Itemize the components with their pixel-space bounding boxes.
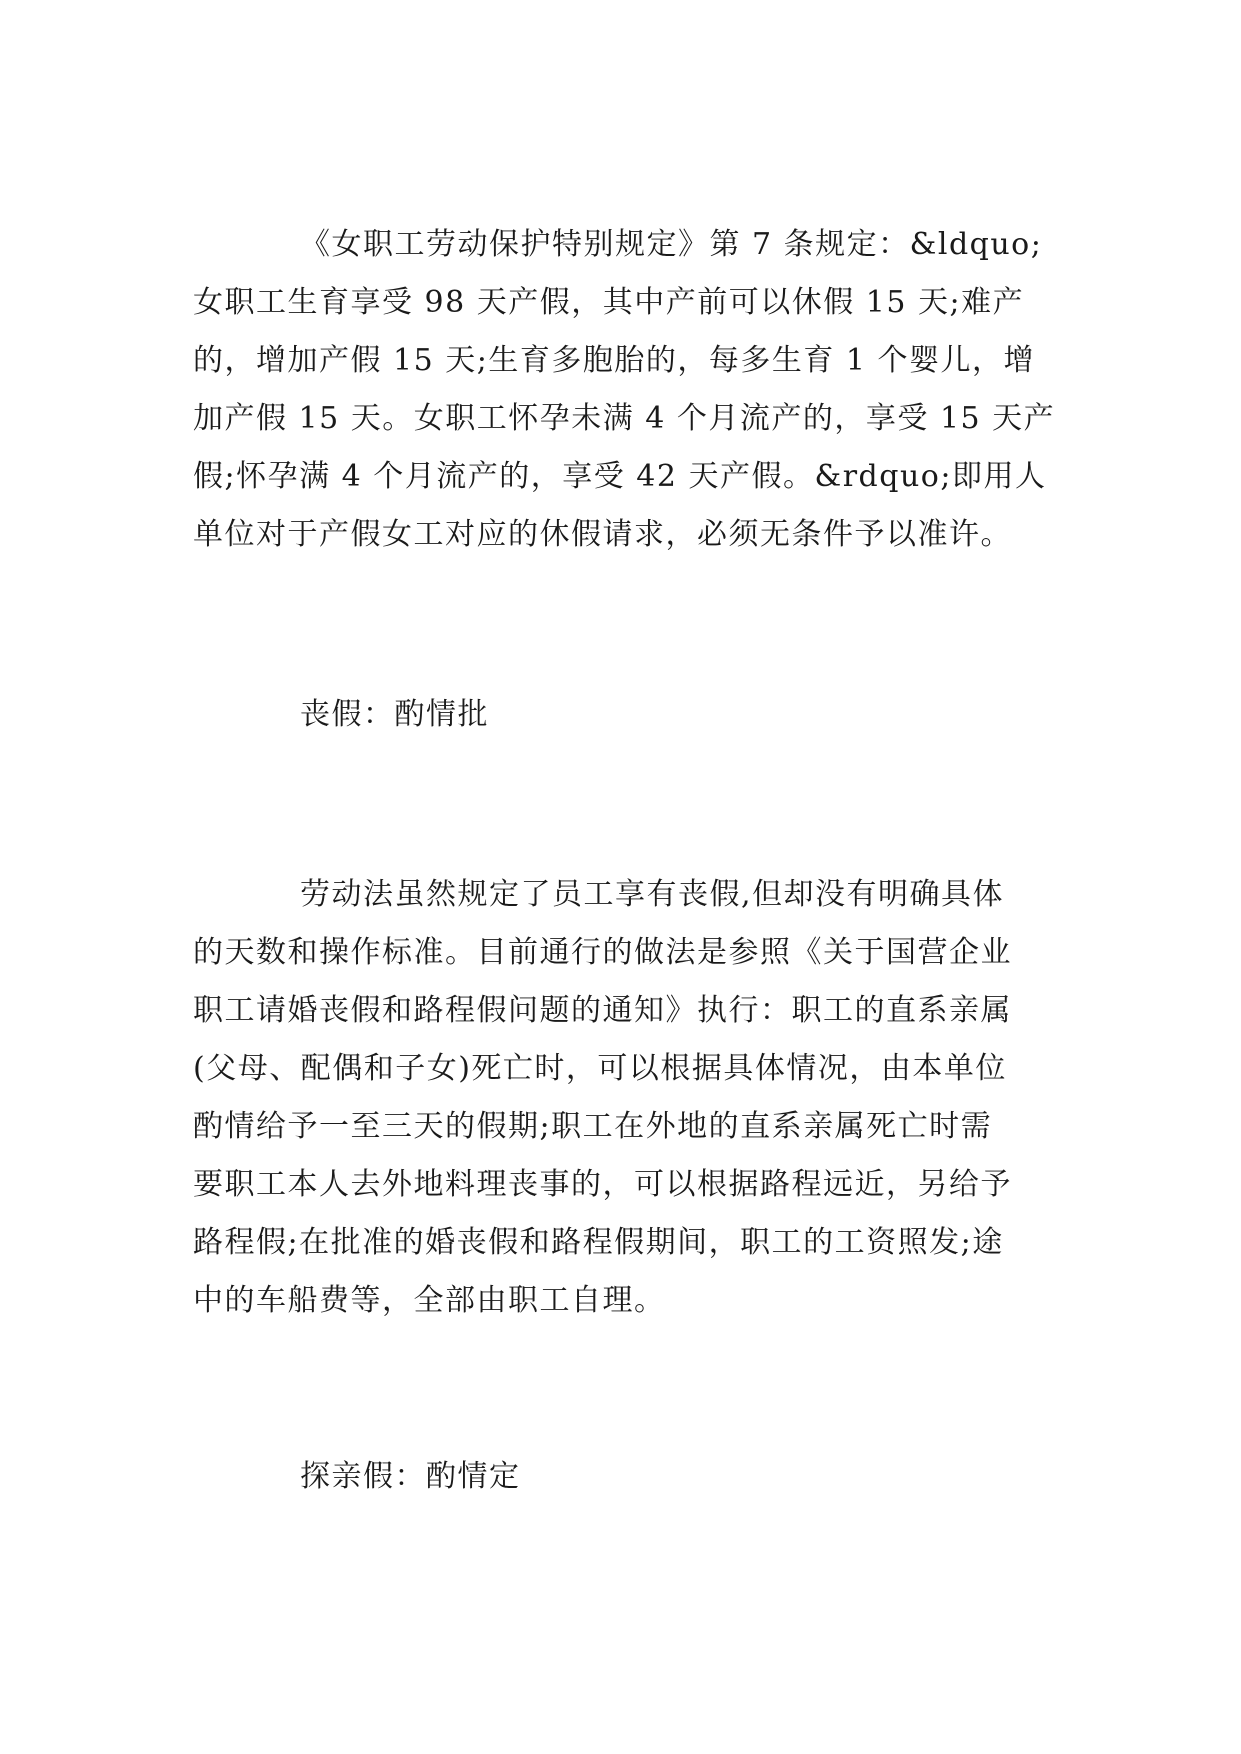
paragraph-2-line-8: 中的车船费等，全部由职工自理。 bbox=[193, 1283, 666, 1318]
paragraph-2-line-7: 路程假;在批准的婚丧假和路程假期间，职工的工资照发;途 bbox=[193, 1225, 1004, 1260]
heading-family-visit-leave: 探亲假：酌情定 bbox=[300, 1459, 521, 1494]
paragraph-2-line-1: 劳动法虽然规定了员工享有丧假,但却没有明确具体 bbox=[300, 877, 1005, 912]
paragraph-2-line-6: 要职工本人去外地料理丧事的，可以根据路程远近，另给予 bbox=[193, 1167, 1012, 1202]
paragraph-2-line-3: 职工请婚丧假和路程假问题的通知》执行：职工的直系亲属 bbox=[193, 993, 1012, 1028]
paragraph-1-line-3: 的，增加产假 15 天;生育多胞胎的，每多生育 1 个婴儿，增 bbox=[193, 343, 1036, 378]
paragraph-1-line-1: 《女职工劳动保护特别规定》第 7 条规定：&ldquo; bbox=[300, 227, 1043, 262]
paragraph-1-line-5: 假;怀孕满 4 个月流产的，享受 42 天产假。&rdquo;即用人 bbox=[193, 459, 1047, 494]
heading-bereavement-leave: 丧假：酌情批 bbox=[300, 697, 489, 732]
paragraph-1-line-4: 加产假 15 天。女职工怀孕未满 4 个月流产的，享受 15 天产 bbox=[193, 401, 1056, 436]
paragraph-2-line-5: 酌情给予一至三天的假期;职工在外地的直系亲属死亡时需 bbox=[193, 1109, 993, 1144]
paragraph-2-line-4: (父母、配偶和子女)死亡时，可以根据具体情况，由本单位 bbox=[193, 1051, 1007, 1086]
paragraph-1-line-2: 女职工生育享受 98 天产假，其中产前可以休假 15 天;难产 bbox=[193, 285, 1025, 320]
paragraph-1-line-6: 单位对于产假女工对应的休假请求，必须无条件予以准许。 bbox=[193, 517, 1012, 552]
paragraph-2-line-2: 的天数和操作标准。目前通行的做法是参照《关于国营企业 bbox=[193, 935, 1012, 970]
